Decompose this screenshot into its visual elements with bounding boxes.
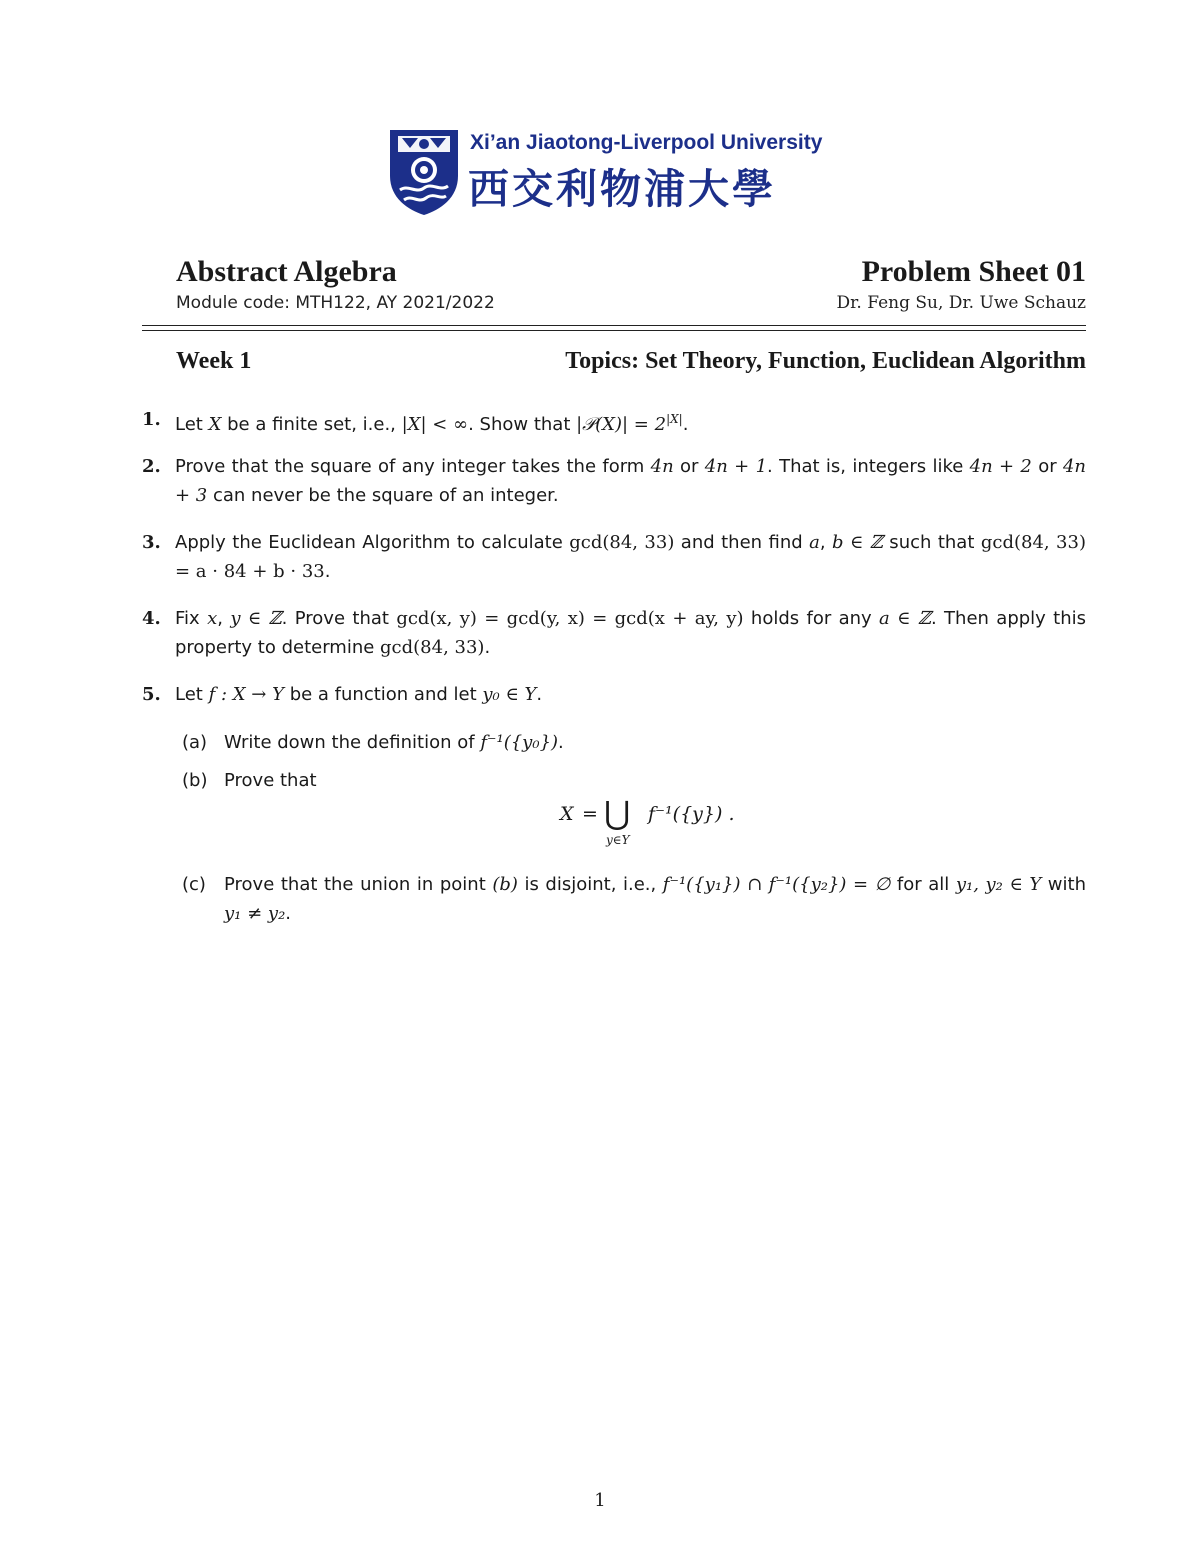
problem-number: 5. <box>142 684 161 705</box>
problem-1 <box>142 405 1086 439</box>
university-name-chinese: 西交利物浦大學 <box>468 165 776 213</box>
page-number: 1 <box>594 1490 606 1511</box>
problem-5 <box>142 680 1086 709</box>
course-title: Abstract Algebra <box>176 255 397 288</box>
sheet-title: Problem Sheet 01 <box>861 255 1086 288</box>
university-name-english: Xi’an Jiaotong-Liverpool University <box>470 131 823 154</box>
part-label: (b) <box>182 770 208 791</box>
problem-number: 2. <box>142 456 161 477</box>
problem-text: Fix x, y ∈ ℤ. Prove that gcd(x, y) = gcd(y, x) = gcd(x + ay, y) holds for any a ∈ ℤ. Then apply this property to determine gcd(84, 33). <box>175 608 1087 658</box>
problem-5c <box>182 870 1086 928</box>
problem-number: 4. <box>142 608 161 629</box>
university-logo <box>388 128 848 220</box>
topics-label: Topics: Set Theory, Function, Euclidean Algorithm <box>565 348 1086 374</box>
problem-2 <box>142 452 1086 510</box>
part-text: Prove that <box>224 770 317 791</box>
union-equation: X = ⋃ y∈Y f⁻¹({y}) . <box>560 794 735 847</box>
problem-4 <box>142 604 1086 662</box>
problem-5a <box>182 728 1086 757</box>
module-code: Module code: MTH122, AY 2021/2022 <box>176 293 495 313</box>
problem-number: 3. <box>142 532 161 553</box>
big-union-symbol: ⋃ <box>604 794 631 832</box>
week-label: Week 1 <box>176 348 252 374</box>
university-crest-icon <box>388 128 460 216</box>
authors: Dr. Feng Su, Dr. Uwe Schauz <box>836 293 1086 313</box>
part-label: (c) <box>182 874 206 895</box>
part-text: Write down the definition of f⁻¹({y₀}). <box>224 732 564 753</box>
header-rule-bottom <box>142 330 1086 331</box>
problem-text: Apply the Euclidean Algorithm to calculate gcd(84, 33) and then find a, b ∈ ℤ such that gcd(84, 33) = a · 84 + b · 33. <box>175 532 1086 582</box>
problem-5b <box>182 766 1086 795</box>
problem-3 <box>142 528 1086 586</box>
part-label: (a) <box>182 732 208 753</box>
part-text: Prove that the union in point (b) is disjoint, i.e., f⁻¹({y₁}) ∩ f⁻¹({y₂}) = ∅ for all y₁, y₂ ∈ Y with y₁ ≠ y₂. <box>224 874 1086 924</box>
problem-number: 1. <box>142 409 161 430</box>
header-rule-top <box>142 325 1086 326</box>
problem-text: Let X be a finite set, i.e., |X| < ∞. Show that |𝒫(X)| = $2^{|X|}$. <box>175 412 689 435</box>
problem-text: Prove that the square of any integer takes the form 4n or 4n + 1. That is, integers like 4n + 2 or 4n + 3 can never be the square of an integer. <box>175 456 1087 506</box>
problem-text: Let f : X → Y be a function and let y₀ ∈ Y. <box>175 684 543 705</box>
